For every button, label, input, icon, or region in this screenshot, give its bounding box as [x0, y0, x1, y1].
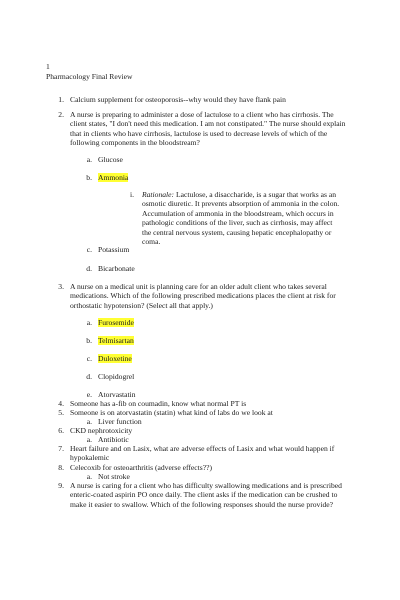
answer-text: Liver function: [98, 417, 142, 426]
option-letter: a.: [86, 155, 92, 164]
question-number: 4.: [58, 399, 64, 408]
page-number: 1: [46, 62, 50, 71]
answer-letter: a.: [86, 435, 92, 444]
q3-option-d: [82, 372, 134, 381]
q2-option-d: [82, 264, 135, 273]
question-text: Someone has a-fib on coumadin, know what normal PT is: [70, 399, 247, 408]
question-6: [46, 426, 346, 435]
option-letter: d.: [86, 264, 92, 273]
q3-option-e: [82, 390, 136, 399]
rationale: [128, 190, 340, 246]
question-text: Someone is on atorvastatin (statin) what kind of labs do we look at: [70, 408, 273, 417]
question-text: A nurse on a medical unit is planning care for an older adult client who takes several medications. Which of the following prescribed medications places the client at risk for orthostatic hypotension? (Select all that apply.): [70, 282, 336, 310]
question-5: [46, 408, 346, 417]
question-number: 9.: [58, 481, 64, 490]
question-number: 3.: [58, 282, 64, 291]
question-8: [46, 463, 346, 472]
q3-option-a: [82, 318, 134, 327]
question-text: A nurse is preparing to administer a dose of lactulose to a client who has cirrhosis. The client states, "I don't need this medication. I am not constipated." The nurse should explain that in clients who have cirrhosis, lactulose is used to decrease levels of which of the following components in the bloodstream?: [70, 110, 346, 148]
rationale-label: Rationale:: [142, 190, 175, 199]
question-text: Calcium supplement for osteoporosis--why would they have flank pain: [70, 95, 286, 104]
q2-option-b: [82, 173, 128, 182]
question-text: CKD nephrotoxicity: [70, 426, 133, 435]
option-text: Glucose: [98, 155, 123, 164]
question-number: 2.: [58, 110, 64, 119]
q2-option-c: [82, 245, 129, 254]
q6-answer: [84, 435, 129, 444]
answer-text: Not stroke: [98, 472, 130, 481]
q2-option-a: [82, 155, 123, 164]
answer-letter: a.: [86, 472, 92, 481]
option-text: Potassium: [98, 245, 130, 254]
option-text-highlighted: Duloxetine: [98, 354, 132, 363]
question-number: 1.: [58, 95, 64, 104]
option-letter: e.: [86, 390, 92, 399]
question-2: [46, 110, 346, 148]
option-text: Bicarbonate: [98, 264, 135, 273]
answer-letter: a.: [86, 417, 92, 426]
question-number: 6.: [58, 426, 64, 435]
question-text: Celecoxib for osteoarthritis (adverse effects??): [70, 463, 212, 472]
question-text: A nurse is caring for a client who has difficulty swallowing medications and is prescribed enteric-coated aspirin PO once daily. The client asks if the medication can be crushed to make it easier to swallow. Which of the following responses should the nurse provide?: [70, 481, 342, 509]
rationale-text: Lactulose, a disaccharide, is a sugar that works as an osmotic diuretic. It prevents absorption of ammonia in the colon. Accumulation of ammonia in the bloodstream, which occurs in pathologic conditions of the liver, such as cirrhosis, may affect the central nervous system, causing hepatic encephalopathy or coma.: [142, 190, 340, 247]
question-9: [46, 481, 346, 509]
option-text: Atorvastatin: [98, 390, 136, 399]
question-7: [46, 444, 346, 463]
document-title: Pharmacology Final Review: [46, 72, 133, 81]
question-1: [46, 95, 346, 104]
question-text: Heart failure and on Lasix, what are adverse effects of Lasix and what would happen if hypokalemic: [70, 444, 335, 463]
question-number: 8.: [58, 463, 64, 472]
q8-answer: [84, 472, 130, 481]
option-text-highlighted: Furosemide: [98, 318, 134, 327]
option-letter: d.: [86, 372, 92, 381]
question-4: [46, 399, 346, 408]
option-letter: c.: [86, 245, 92, 254]
question-3: [46, 282, 346, 310]
option-letter: b.: [86, 173, 92, 182]
q3-option-c: [82, 354, 132, 363]
q3-option-b: [82, 336, 134, 345]
option-text-highlighted: Ammonia: [98, 173, 129, 182]
question-number: 5.: [58, 408, 64, 417]
option-letter: c.: [86, 354, 92, 363]
option-text-highlighted: Telmisartan: [98, 336, 134, 345]
answer-text: Antibiotic: [98, 435, 129, 444]
q5-answer: [84, 417, 142, 426]
option-text: Clopidogrel: [98, 372, 135, 381]
option-letter: a.: [86, 318, 92, 327]
option-letter: b.: [86, 336, 92, 345]
question-number: 7.: [58, 444, 64, 453]
rationale-number: i.: [129, 190, 134, 199]
